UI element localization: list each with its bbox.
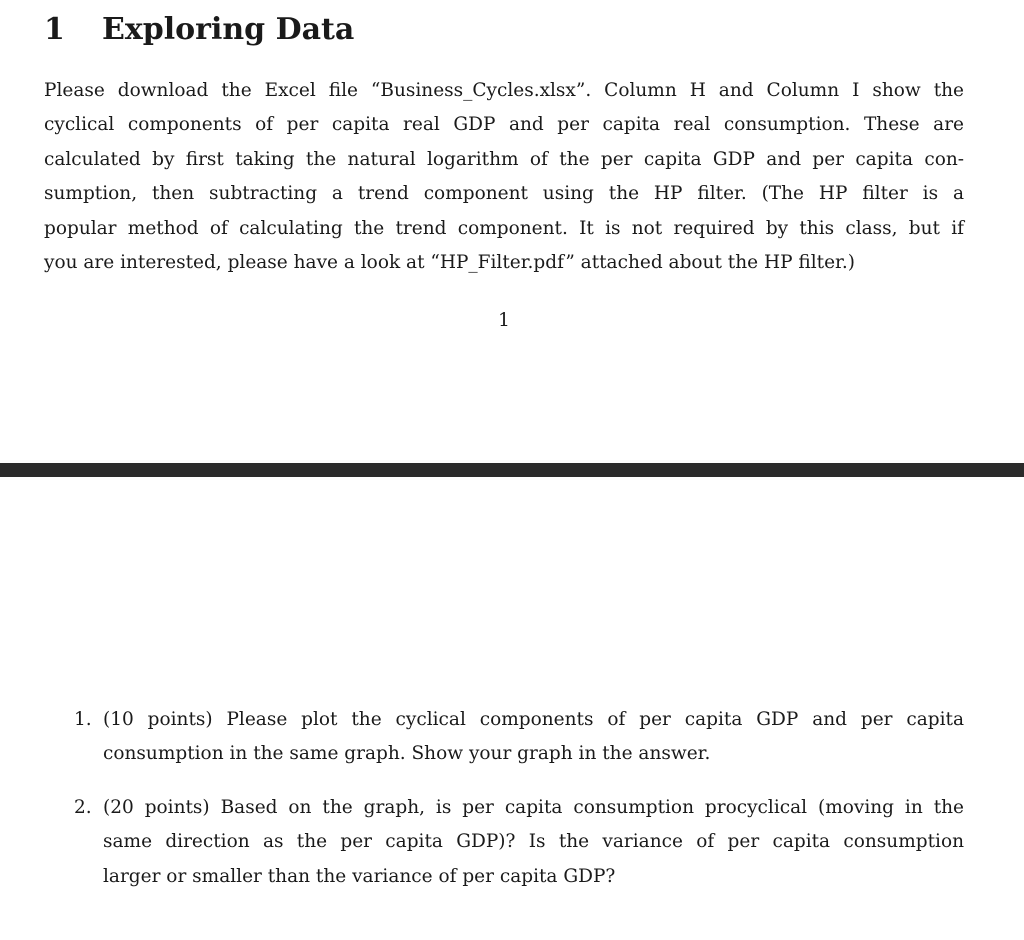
section-title: Exploring Data [102, 12, 355, 47]
question-line: larger or smaller than the variance of per capita GDP? [103, 865, 616, 887]
question-text [103, 791, 964, 894]
intro-line: cyclical components of per capita real GDP and per capita real consumption. These are [44, 114, 964, 136]
page-top [0, 0, 1024, 463]
page-number: 1 [498, 310, 510, 331]
question-line: (20 points) Based on the graph, is per capita consumption procyclical (moving in the [103, 797, 964, 818]
intro-line: you are interested, please have a look at “HP_Filter.pdf” attached about the HP filter.) [44, 252, 855, 274]
intro-paragraph [44, 74, 964, 280]
intro-line: Please download the Excel file “Business_Cycles.xlsx”. Column H and Column I show the [44, 80, 964, 101]
section-number: 1 [44, 12, 65, 47]
question-number: 1. [74, 709, 92, 730]
intro-line: sumption, then subtracting a trend component using the HP filter. (The HP filter is a [44, 183, 964, 205]
page-bottom [0, 477, 1024, 940]
intro-line: calculated by first taking the natural logarithm of the per capita GDP and per capita con- [44, 148, 964, 170]
page-divider [0, 463, 1024, 477]
question-text [103, 703, 964, 772]
question-line: (10 points) Please plot the cyclical components of per capita GDP and per capita [103, 709, 964, 730]
question-line: same direction as the per capita GDP)? Is the variance of per capita consumption [103, 831, 964, 853]
question-line: consumption in the same graph. Show your graph in the answer. [103, 743, 711, 765]
intro-line: popular method of calculating the trend component. It is not required by this class, but if [44, 217, 964, 239]
question-number: 2. [74, 797, 92, 818]
section-heading [44, 10, 354, 50]
